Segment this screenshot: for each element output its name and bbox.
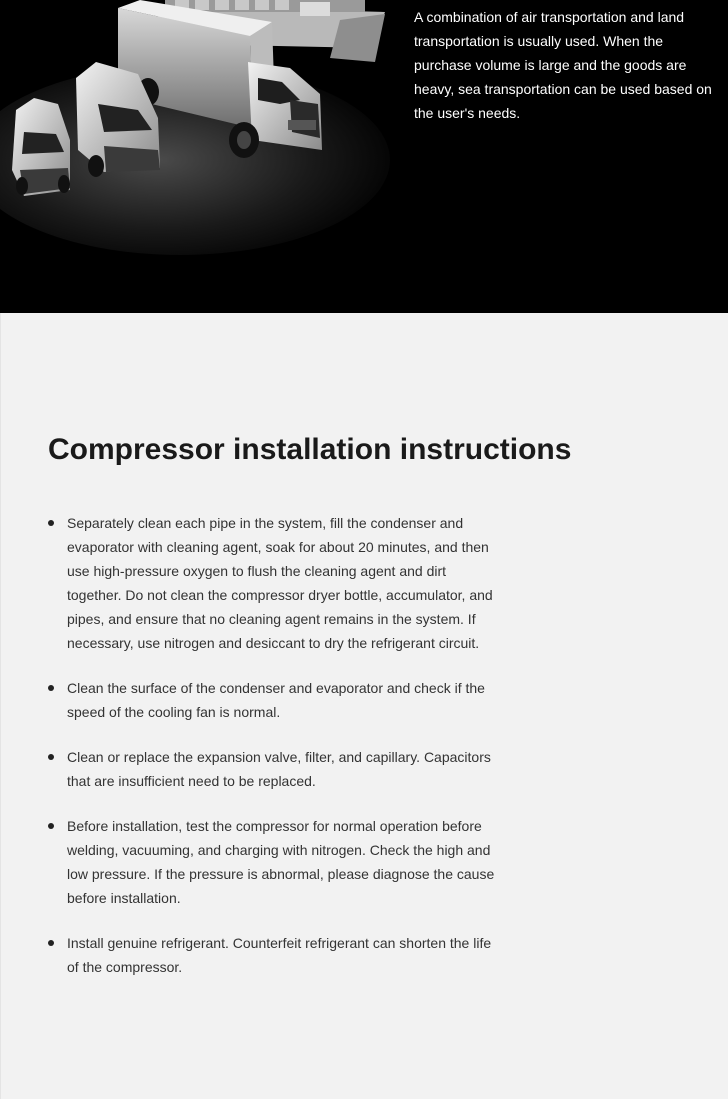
list-item: Clean or replace the expansion valve, filter, and capillary. Capacitors that are insufficient need to be replaced. bbox=[48, 745, 498, 793]
list-item: Separately clean each pipe in the system, fill the condenser and evaporator with cleaning agent, soak for about 20 minutes, and then use high-pressure oxygen to flush the cleaning agent and dirt together. Do not clean the compressor dryer bottle, accumulator, and pipes, and ensure that no cleaning agent remains in the system. If necessary, use nitrogen and desiccant to dry the refrigerant circuit. bbox=[48, 511, 498, 655]
instructions-list bbox=[48, 511, 498, 1000]
list-item: Before installation, test the compressor for normal operation before welding, vacuuming, and charging with nitrogen. Check the high and low pressure. If the pressure is abnormal, please diagnose the cause before installation. bbox=[48, 814, 498, 910]
section-title: Compressor installation instructions bbox=[48, 433, 572, 466]
installation-section bbox=[0, 313, 728, 1099]
vehicles-illustration bbox=[0, 0, 400, 313]
hero-banner bbox=[0, 0, 728, 313]
list-item: Install genuine refrigerant. Counterfeit refrigerant can shorten the life of the compressor. bbox=[48, 931, 498, 979]
list-item: Clean the surface of the condenser and evaporator and check if the speed of the cooling fan is normal. bbox=[48, 676, 498, 724]
hero-description: A combination of air transportation and land transportation is usually used. When the purchase volume is large and the goods are heavy, sea transportation can be used based on the user's needs. bbox=[414, 9, 712, 121]
